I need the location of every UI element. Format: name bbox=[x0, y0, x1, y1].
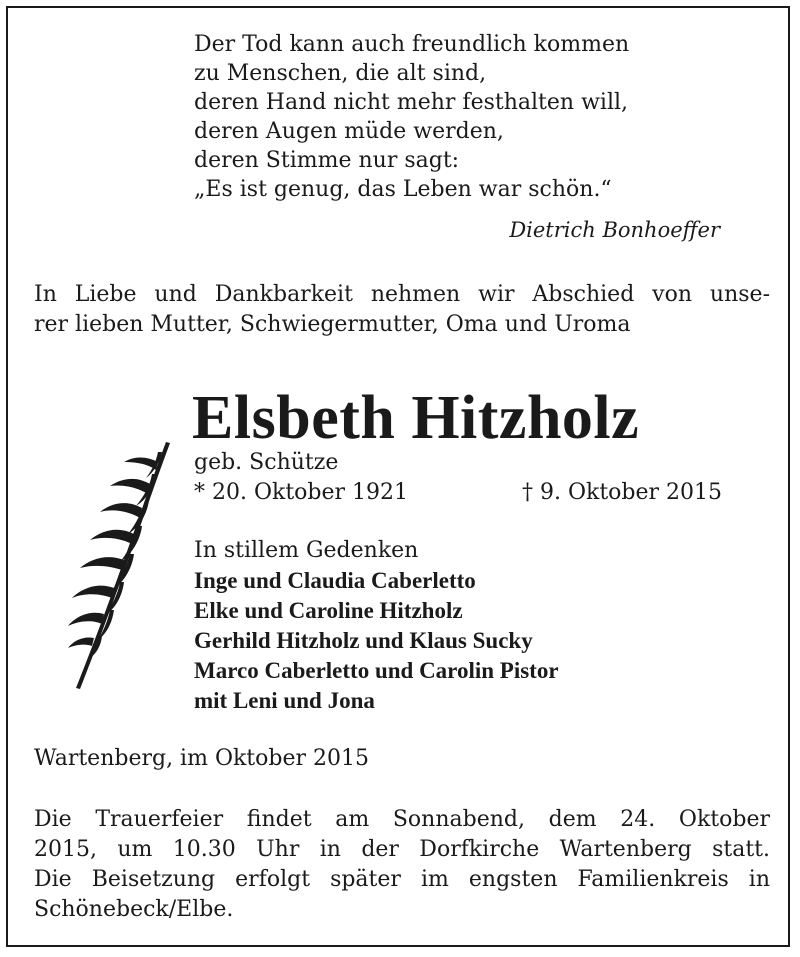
deceased-name: Elsbeth Hitzholz bbox=[192, 384, 640, 452]
poem-author: Dietrich Bonhoeffer bbox=[509, 218, 720, 242]
palm-frond-icon bbox=[34, 440, 174, 690]
mourner-name: Inge und Claudia Caberletto bbox=[194, 568, 476, 593]
place-date: Wartenberg, im Oktober 2015 bbox=[34, 746, 369, 771]
poem-line: Der Tod kann auch freundlich kommen bbox=[194, 32, 630, 57]
mourner-name: Elke und Caroline Hitzholz bbox=[194, 598, 463, 623]
poem-line: deren Stimme nur sagt: bbox=[194, 148, 460, 173]
intro-line: In Liebe und Dankbarkeit nehmen wir Abschied von unse- bbox=[34, 282, 770, 307]
poem-line: zu Menschen, die alt sind, bbox=[194, 61, 487, 86]
poem-line: deren Augen müde werden, bbox=[194, 119, 504, 144]
mourner-name: Gerhild Hitzholz und Klaus Sucky bbox=[194, 628, 533, 653]
intro-line: rer lieben Mutter, Schwiegermutter, Oma und Uroma bbox=[34, 312, 631, 337]
maiden-name: geb. Schütze bbox=[194, 450, 339, 475]
service-line: Die Beisetzung erfolgt später im engsten Familienkreis in bbox=[34, 867, 770, 892]
mourners-heading: In stillem Gedenken bbox=[194, 538, 419, 563]
service-line: Die Trauerfeier findet am Sonnabend, dem 24. Oktober bbox=[34, 807, 770, 832]
mourner-name: Marco Caberletto und Carolin Pistor bbox=[194, 658, 559, 683]
mourner-name: mit Leni und Jona bbox=[194, 688, 375, 713]
service-line: 2015, um 10.30 Uhr in der Dorfkirche Wartenberg statt. bbox=[34, 837, 770, 862]
death-date: † 9. Oktober 2015 bbox=[522, 480, 723, 505]
poem-line: „Es ist genug, das Leben war schön.“ bbox=[194, 177, 612, 202]
poem-line: deren Hand nicht mehr festhalten will, bbox=[194, 90, 629, 115]
birth-date: * 20. Oktober 1921 bbox=[194, 480, 409, 505]
service-line: Schönebeck/Elbe. bbox=[34, 897, 234, 922]
